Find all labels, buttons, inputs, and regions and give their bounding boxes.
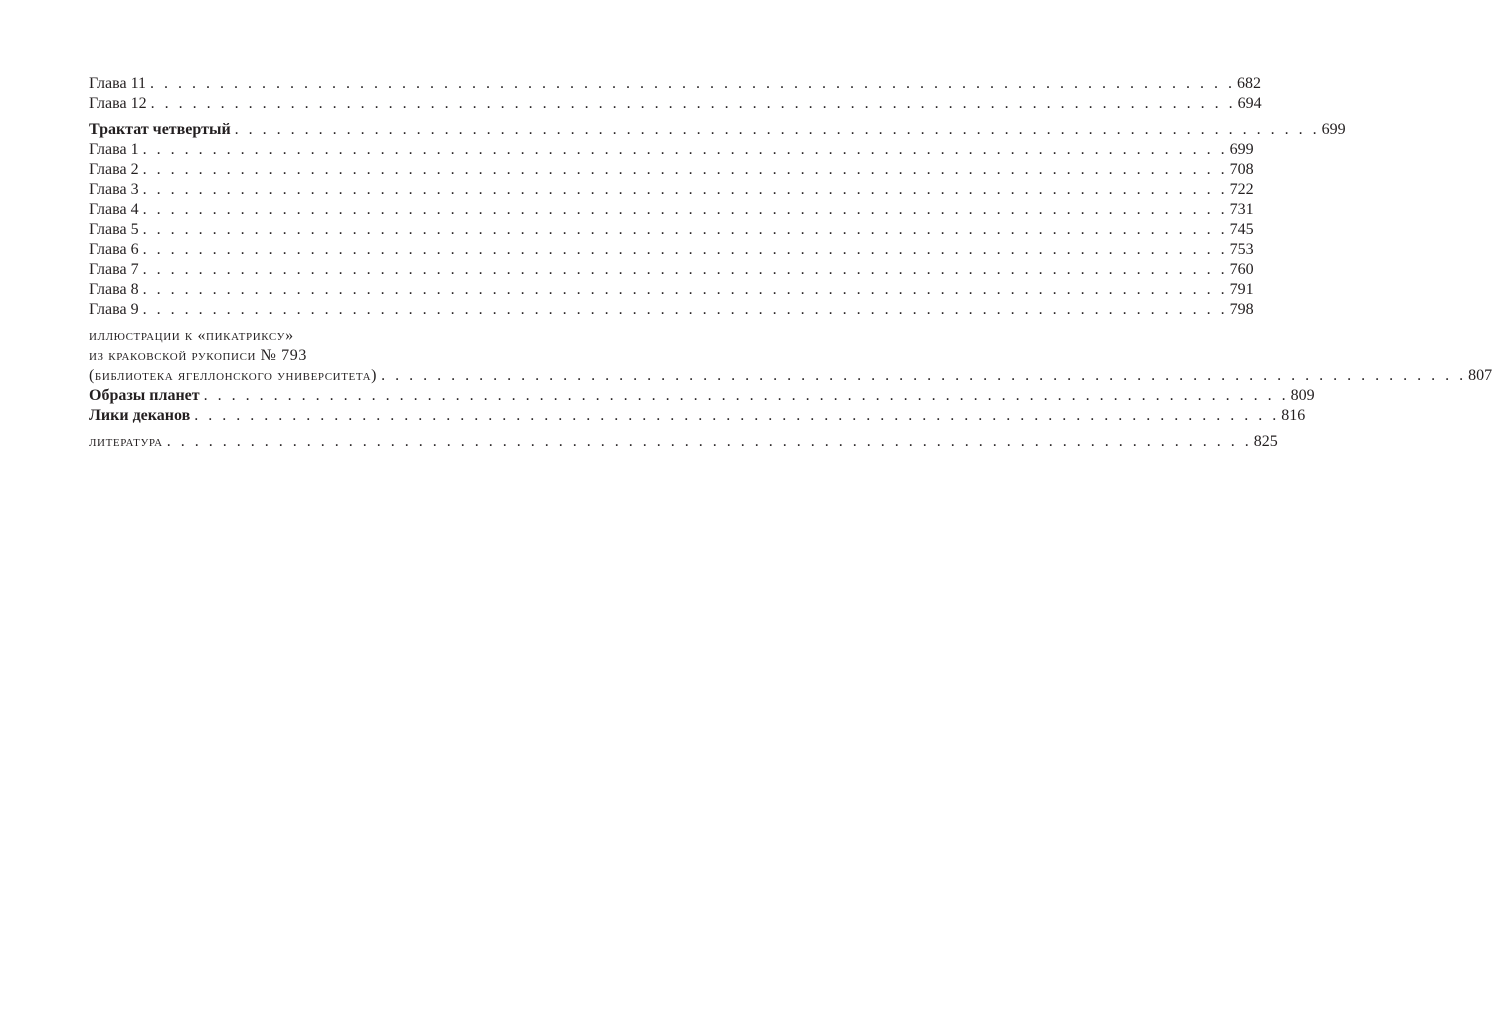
toc-entry-illustrations[interactable]	[89, 326, 1492, 386]
toc-section-heading: Лики деканов	[89, 407, 191, 424]
dot-leader: . . . . . . . . . . . . . . . . . . . . . . . . . . . . . . . . . . . . . . . . . . . . . . . . . . . . . . . . . . . . . . . . . . . . . . . . . . . . . .	[142, 161, 1228, 178]
toc-entry-treatise-4[interactable]	[89, 120, 1346, 140]
toc-entry-label: Глава 11	[89, 75, 146, 92]
toc-entry-label: Глава 1	[89, 141, 139, 158]
toc-entry-chapter[interactable]	[89, 160, 1254, 180]
dot-leader: . . . . . . . . . . . . . . . . . . . . . . . . . . . . . . . . . . . . . . . . . . . . . . . . . . . . . . . . . . . . . . . . . . . . . . . . . . . . . .	[142, 221, 1228, 238]
toc-entry-label: Глава 8	[89, 281, 139, 298]
toc-entry-page: 753	[1229, 241, 1254, 258]
toc-entry-page: 722	[1229, 181, 1254, 198]
toc-entry-page: 699	[1321, 121, 1346, 138]
toc-entry-chapter[interactable]	[89, 200, 1254, 220]
toc-entry-page: 708	[1229, 161, 1254, 178]
toc-entry-chapter[interactable]	[89, 300, 1254, 320]
dot-leader: . . . . . . . . . . . . . . . . . . . . . . . . . . . . . . . . . . . . . . . . . . . . . . . . . . . . . . . . . . . . . . . . . . . . . . . . . . . . . .	[194, 407, 1280, 424]
dot-leader: . . . . . . . . . . . . . . . . . . . . . . . . . . . . . . . . . . . . . . . . . . . . . . . . . . . . . . . . . . . . . . . . . . . . . . . . . . . . . .	[142, 181, 1228, 198]
dot-leader: . . . . . . . . . . . . . . . . . . . . . . . . . . . . . . . . . . . . . . . . . . . . . . . . . . . . . . . . . . . . . . . . . . . . . . . . . . . . . .	[234, 121, 1320, 138]
toc-entry-chapter[interactable]	[89, 180, 1254, 200]
toc-entry-label: Глава 3	[89, 181, 139, 198]
dot-leader: . . . . . . . . . . . . . . . . . . . . . . . . . . . . . . . . . . . . . . . . . . . . . . . . . . . . . . . . . . . . . . . . . . . . . . . . . . . . . .	[142, 301, 1228, 318]
dot-leader: . . . . . . . . . . . . . . . . . . . . . . . . . . . . . . . . . . . . . . . . . . . . . . . . . . . . . . . . . . . . . . . . . . . . . . . . . . . . . .	[149, 75, 1235, 92]
toc-entry-page: 760	[1229, 261, 1254, 278]
toc-entry-page: 682	[1236, 75, 1261, 92]
toc-entry-chapter[interactable]	[89, 240, 1254, 260]
dot-leader: . . . . . . . . . . . . . . . . . . . . . . . . . . . . . . . . . . . . . . . . . . . . . . . . . . . . . . . . . . . . . . . . . . . . . . . . . . . . . .	[203, 387, 1289, 404]
toc-entry-literature[interactable]	[89, 432, 1278, 452]
table-of-contents	[89, 74, 1492, 452]
illustrations-title-last-line	[89, 366, 1492, 386]
toc-entry-page: 816	[1281, 407, 1306, 424]
dot-leader: . . . . . . . . . . . . . . . . . . . . . . . . . . . . . . . . . . . . . . . . . . . . . . . . . . . . . . . . . . . . . . . . . . . . . . . . . . . . . .	[142, 241, 1228, 258]
toc-entry-page: 825	[1253, 433, 1278, 450]
illustrations-title-line: из краковской рукописи № 793	[89, 347, 307, 364]
toc-entry-chapter-11[interactable]	[89, 74, 1261, 94]
toc-entry-label: (библиотека ягеллонского университета)	[89, 367, 378, 384]
toc-entry-chapter[interactable]	[89, 260, 1254, 280]
toc-entry-chapter-12[interactable]	[89, 94, 1262, 114]
toc-entry-label: Глава 4	[89, 201, 139, 218]
toc-entry-decan-faces[interactable]	[89, 406, 1306, 426]
dot-leader: . . . . . . . . . . . . . . . . . . . . . . . . . . . . . . . . . . . . . . . . . . . . . . . . . . . . . . . . . . . . . . . . . . . . . . . . . . . . . .	[150, 95, 1236, 112]
toc-entry-label: Глава 12	[89, 95, 147, 112]
toc-entry-label: Глава 2	[89, 161, 139, 178]
toc-entry-page: 699	[1229, 141, 1254, 158]
toc-entry-page: 798	[1229, 301, 1254, 318]
toc-entry-chapter[interactable]	[89, 140, 1254, 160]
toc-entry-page: 731	[1229, 201, 1254, 218]
toc-entry-page: 694	[1237, 95, 1262, 112]
dot-leader: . . . . . . . . . . . . . . . . . . . . . . . . . . . . . . . . . . . . . . . . . . . . . . . . . . . . . . . . . . . . . . . . . . . . . . . . . . . . . .	[166, 433, 1252, 450]
dot-leader: . . . . . . . . . . . . . . . . . . . . . . . . . . . . . . . . . . . . . . . . . . . . . . . . . . . . . . . . . . . . . . . . . . . . . . . . . . . . . .	[142, 201, 1228, 218]
dot-leader: . . . . . . . . . . . . . . . . . . . . . . . . . . . . . . . . . . . . . . . . . . . . . . . . . . . . . . . . . . . . . . . . . . . . . . . . . . . . . .	[142, 261, 1228, 278]
toc-entry-label: Глава 5	[89, 221, 139, 238]
toc-entry-label: Глава 9	[89, 301, 139, 318]
toc-entry-page: 807	[1468, 367, 1492, 384]
dot-leader: . . . . . . . . . . . . . . . . . . . . . . . . . . . . . . . . . . . . . . . . . . . . . . . . . . . . . . . . . . . . . . . . . . . . . . . . . . . . . .	[142, 281, 1228, 298]
toc-entry-page: 809	[1290, 387, 1315, 404]
dot-leader: . . . . . . . . . . . . . . . . . . . . . . . . . . . . . . . . . . . . . . . . . . . . . . . . . . . . . . . . . . . . . . . . . . . . . . . . . . . . . .	[381, 367, 1467, 384]
toc-entry-planet-images[interactable]	[89, 386, 1315, 406]
toc-entry-label: литература	[89, 433, 163, 450]
toc-section-heading: Трактат четвертый	[89, 121, 231, 138]
dot-leader: . . . . . . . . . . . . . . . . . . . . . . . . . . . . . . . . . . . . . . . . . . . . . . . . . . . . . . . . . . . . . . . . . . . . . . . . . . . . . .	[142, 141, 1228, 158]
toc-entry-label: Глава 7	[89, 261, 139, 278]
toc-section-heading: Образы планет	[89, 387, 200, 404]
illustrations-title-line: иллюстрации к «пикатриксу»	[89, 327, 294, 344]
toc-entry-page: 745	[1229, 221, 1254, 238]
toc-entry-label: Глава 6	[89, 241, 139, 258]
toc-entry-chapter[interactable]	[89, 280, 1254, 300]
toc-entry-chapter[interactable]	[89, 220, 1254, 240]
toc-entry-page: 791	[1229, 281, 1254, 298]
